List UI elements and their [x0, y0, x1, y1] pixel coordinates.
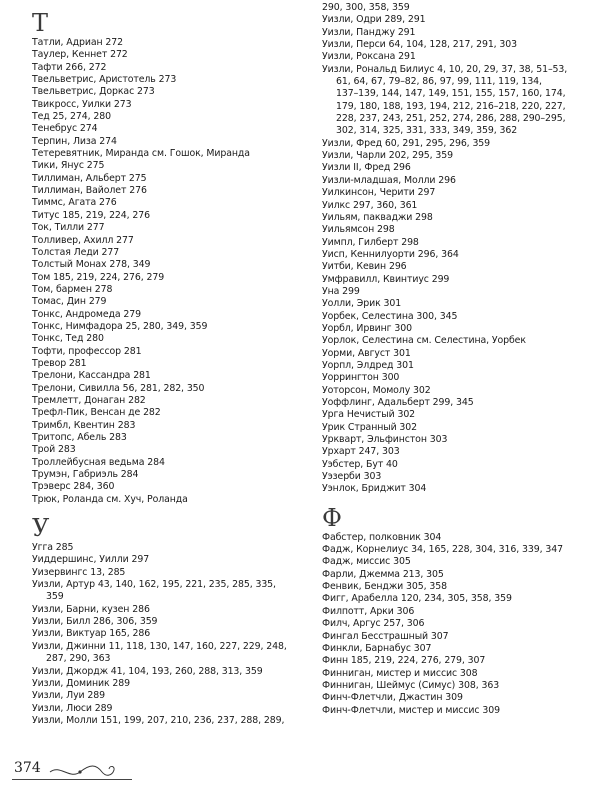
- index-entry: Уимпл, Гилберт 298: [322, 236, 419, 248]
- index-entry-continuation: 179, 180, 188, 193, 194, 212, 216–218, 220, 227,: [336, 100, 566, 112]
- index-entry: Тенебрус 274: [32, 123, 98, 135]
- index-entry: Урга Нечистый 302: [322, 409, 416, 421]
- index-entry: Тетеревятник, Миранда см. Гошок, Миранда: [32, 148, 250, 160]
- index-entry: Титус 185, 219, 224, 276: [32, 209, 151, 221]
- index-entry: Уизли, Панджу 291: [322, 26, 416, 38]
- index-entry: Уизли, Джордж 41, 104, 193, 260, 288, 313, 359: [32, 665, 263, 677]
- index-entry: Уизли, Перси 64, 104, 128, 217, 291, 303: [322, 39, 518, 51]
- section-gap: [32, 506, 307, 515]
- index-entry: Уизли, Роксана 291: [322, 51, 416, 63]
- index-entry-continuation: 287, 290, 363: [46, 653, 111, 665]
- index-entry: Урик Странный 302: [322, 421, 418, 433]
- index-entry: Уизли, Одри 289, 291: [322, 14, 426, 26]
- index-entry: Тонкс, Тед 280: [32, 333, 104, 345]
- index-entry: Толстый Монах 278, 349: [32, 259, 151, 271]
- index-entry: Трелони, Сивилла 56, 281, 282, 350: [32, 382, 205, 394]
- index-entry: Том 185, 219, 224, 276, 279: [32, 271, 165, 283]
- index-entry: Уизли, Доминик 289: [32, 677, 131, 689]
- index-entry: Уорпл, Элдред 301: [322, 359, 414, 371]
- index-entry: Уорбек, Селестина 300, 345: [322, 310, 458, 322]
- index-entry: Трумэн, Габриэль 284: [32, 469, 139, 481]
- index-entry: Тревор 281: [32, 357, 87, 369]
- index-entry: Трой 283: [32, 444, 76, 456]
- section-letter: У: [32, 514, 50, 543]
- index-entry: Фарли, Джемма 213, 305: [322, 568, 444, 580]
- index-entry: Фадж, миссис 305: [322, 556, 411, 568]
- index-entry: Финч-Флетчли, Джастин 309: [322, 692, 463, 704]
- index-entry: Уэнлок, Бриджит 304: [322, 483, 427, 495]
- index-entry: Толстая Леди 277: [32, 246, 120, 258]
- index-entry-continuation: 61, 64, 67, 79–82, 86, 97, 99, 111, 119, 134,: [336, 76, 542, 88]
- index-entry: Тики, Янус 275: [32, 160, 105, 172]
- index-entry: Тремлетт, Донаган 282: [32, 394, 146, 406]
- index-entry: Уорбл, Ирвинг 300: [322, 322, 412, 334]
- index-entry: Уна 299: [322, 285, 360, 297]
- index-entry: Твельветрис, Аристотель 273: [32, 74, 177, 86]
- index-entry: Уорми, Август 301: [322, 347, 411, 359]
- index-entry: Уизли, Виктуар 165, 286: [32, 628, 151, 640]
- index-entry: Уизли, Джинни 11, 118, 130, 147, 160, 227, 229, 248,: [32, 640, 287, 652]
- index-entry: Уизли, Люси 289: [32, 702, 113, 714]
- index-entry: Финниган, мистер и миссис 308: [322, 667, 478, 679]
- index-entry: Тонкс, Андромеда 279: [32, 308, 142, 320]
- index-entry: Уэзерби 303: [322, 471, 382, 483]
- index-entry: Твельветрис, Доркас 273: [32, 86, 155, 98]
- index-entry: Уорлок, Селестина см. Селестина, Уорбек: [322, 335, 526, 347]
- index-entry: Финниган, Шеймус (Симус) 308, 363: [322, 679, 500, 691]
- index-entry: Трэверс 284, 360: [32, 481, 115, 493]
- index-entry: Тонкс, Нимфадора 25, 280, 349, 359: [32, 320, 208, 332]
- index-entry: Уизли, Фред 60, 291, 295, 296, 359: [322, 137, 491, 149]
- index-entry: Трюк, Роланда см. Хуч, Роланда: [32, 493, 188, 505]
- index-entry: Фабстер, полковник 304: [322, 531, 442, 543]
- footer-rule: [12, 779, 132, 780]
- index-entry: Том, бармен 278: [32, 283, 113, 295]
- index-entry: Финч-Флетчли, мистер и миссис 309: [322, 704, 500, 716]
- index-entry: Уизли-младшая, Молли 296: [322, 174, 456, 186]
- index-entry: Томас, Дин 279: [32, 296, 107, 308]
- index-entry: Тритопс, Абель 283: [32, 432, 127, 443]
- section-letter: Ф: [322, 503, 342, 532]
- index-entry: Уиддершинс, Уилли 297: [32, 554, 150, 566]
- index-entry: Угга 285: [32, 542, 74, 554]
- index-entry: Толливер, Ахилл 277: [32, 234, 134, 246]
- section-letter: Т: [32, 9, 49, 37]
- index-entry: Урхарт 247, 303: [322, 446, 400, 458]
- index-entry: Трефл-Пик, Венсан де 282: [32, 407, 161, 419]
- index-entry: Уэбстер, Бут 40: [322, 458, 398, 470]
- index-entry: Тиллиман, Вайолет 276: [32, 185, 147, 197]
- index-entry: Уоторсон, Момолу 302: [322, 384, 431, 396]
- index-entry: Фингал Бесстрашный 307: [322, 630, 449, 642]
- index-entry: Тиммс, Агата 276: [32, 197, 117, 209]
- index-entry: Уоффлинг, Адальберт 299, 345: [322, 397, 474, 408]
- index-entry: Уолли, Эрик 301: [322, 298, 402, 310]
- index-entry-continuation: 302, 314, 325, 331, 333, 349, 359, 362: [336, 125, 518, 137]
- index-entry: Уизли, Рональд Билиус 4, 10, 20, 29, 37, 38, 51–53,: [322, 63, 568, 75]
- index-entry-continuation: 137–139, 144, 147, 149, 151, 155, 157, 160, 174,: [336, 88, 566, 100]
- index-entry: Уизли II, Фред 296: [322, 162, 411, 174]
- index-entry: Финкли, Барнабус 307: [322, 642, 432, 654]
- index-entry: Фенвик, Бенджи 305, 358: [322, 581, 447, 593]
- index-entry: Умфравилл, Квинтиус 299: [322, 273, 450, 285]
- index-entry: Филпотт, Арки 306: [322, 605, 415, 617]
- index-entry: Уизли, Артур 43, 140, 162, 195, 221, 235, 285, 335,: [32, 579, 276, 591]
- page-number: 374: [14, 760, 41, 776]
- index-entry: Финн 185, 219, 224, 276, 279, 307: [322, 655, 486, 667]
- index-entry: Уркварт, Эльфинстон 303: [322, 434, 448, 446]
- index-entry: Уильям, пакваджи 298: [322, 211, 433, 223]
- index-entry: Уизли, Молли 151, 199, 207, 210, 236, 237, 288, 289,: [32, 714, 285, 726]
- index-column-right: [322, 2, 590, 717]
- index-entry: Уизли, Билл 286, 306, 359: [32, 616, 158, 628]
- index-entry: Уильямсон 298: [322, 224, 395, 236]
- index-entry: Уизли, Чарли 202, 295, 359: [322, 150, 454, 162]
- index-entry: Тофти, профессор 281: [32, 345, 142, 357]
- index-entry: Уизли, Барни, кузен 286: [32, 603, 150, 615]
- section-gap: [322, 496, 590, 505]
- index-entry: Филч, Аргус 257, 306: [322, 618, 425, 630]
- index-column-left: [32, 10, 307, 727]
- index-entry: Уизли, Луи 289: [32, 690, 106, 702]
- index-entry: Терпин, Лиза 274: [32, 135, 117, 147]
- index-entry: Фадж, Корнелиус 34, 165, 228, 304, 316, 339, 347: [322, 544, 563, 556]
- index-entry: Троллейбусная ведьма 284: [32, 456, 165, 468]
- index-entry: 290, 300, 358, 359: [322, 2, 410, 13]
- index-entry: Тиллиман, Альберт 275: [32, 172, 147, 184]
- index-entry: Уилкинсон, Черити 297: [322, 187, 436, 199]
- index-entry: Тримбл, Квентин 283: [32, 419, 136, 431]
- index-entry: Уилкс 297, 360, 361: [322, 199, 418, 211]
- index-entry: Ток, Тилли 277: [32, 222, 105, 234]
- index-entry-continuation: 228, 237, 243, 251, 252, 274, 286, 288, 290–295,: [336, 113, 566, 125]
- index-entry: Твикросс, Уилки 273: [32, 98, 132, 110]
- index-entry-continuation: 359: [46, 591, 64, 603]
- index-entry: Тафти 266, 272: [32, 61, 107, 73]
- index-entry: Фигг, Арабелла 120, 234, 305, 358, 359: [322, 593, 512, 605]
- index-entry: Уисп, Кеннилуорти 296, 364: [322, 248, 459, 260]
- index-entry: Уитби, Кевин 296: [322, 261, 407, 273]
- index-entry: Тед 25, 274, 280: [32, 111, 111, 123]
- index-entry: Татли, Адриан 272: [32, 37, 123, 48]
- index-entry: Таулер, Кеннет 272: [32, 49, 128, 61]
- index-entry: Уоррингтон 300: [322, 372, 400, 384]
- index-entry: Уизервингс 13, 285: [32, 566, 126, 578]
- index-entry: Трелони, Кассандра 281: [32, 370, 151, 382]
